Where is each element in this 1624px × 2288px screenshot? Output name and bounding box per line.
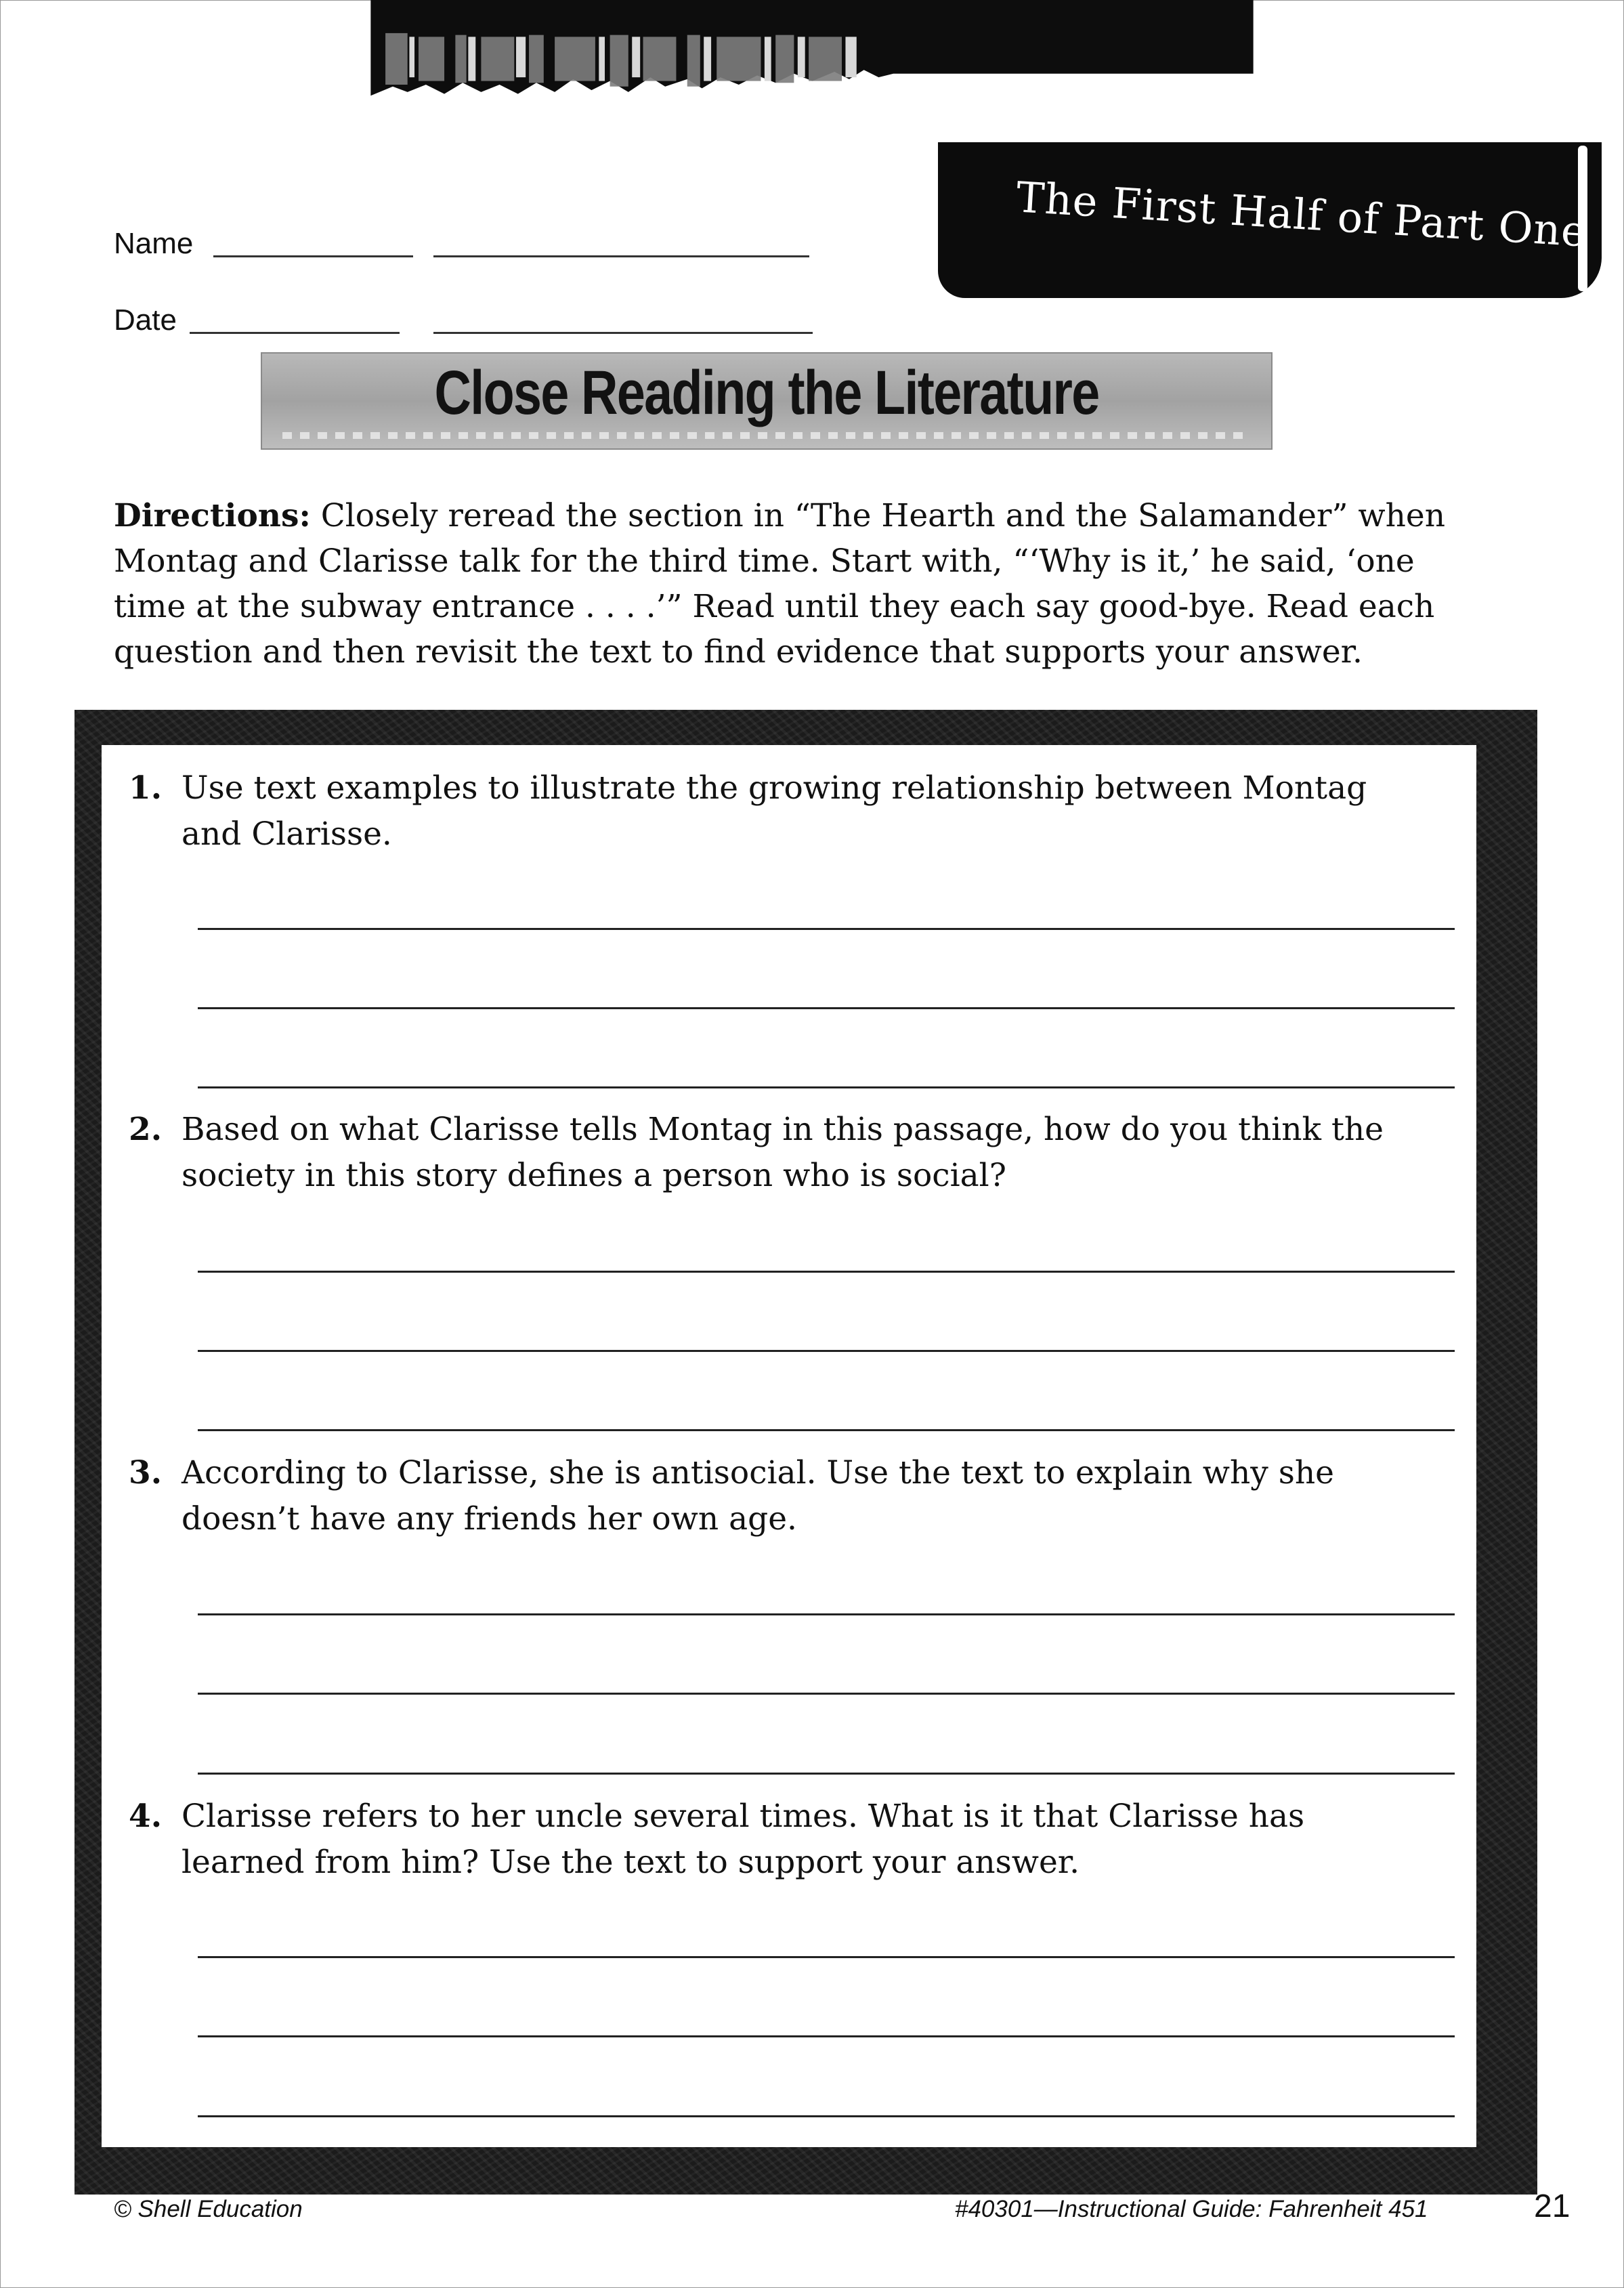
date-line-first[interactable] xyxy=(190,332,400,334)
answer-line[interactable] xyxy=(198,1773,1455,1775)
answer-line[interactable] xyxy=(198,928,1455,930)
heading-banner xyxy=(261,352,1273,450)
answer-line[interactable] xyxy=(198,1693,1455,1695)
question-4 xyxy=(129,1794,1429,1886)
date-label: Date xyxy=(114,303,177,337)
answer-line[interactable] xyxy=(198,1613,1455,1615)
directions-text: Closely reread the section in “The Hearth and the Salamander” when Montag and Clarisse talk for the third time. Start with, “‘Why is it,’ he said, ‘one time at the subway entrance . . . .’” Read until they each say good-bye. Read each question and then revisit the text to find evidence that supports your answer. xyxy=(114,497,1445,671)
name-line-last[interactable] xyxy=(433,255,809,257)
question-2 xyxy=(129,1107,1429,1199)
question-text: Based on what Clarisse tells Montag in this passage, how do you think the society in this story defines a person who is social? xyxy=(181,1111,1384,1194)
question-1 xyxy=(129,765,1429,857)
answer-line[interactable] xyxy=(198,1271,1455,1273)
section-title: The First Half of Part One xyxy=(1014,172,1589,257)
question-text: Clarisse refers to her uncle several times. What is it that Clarisse has learned from him? Use the text to support your answer. xyxy=(181,1798,1305,1881)
answer-line[interactable] xyxy=(198,1429,1455,1431)
publisher-credit: © Shell Education xyxy=(114,2196,303,2222)
question-panel xyxy=(102,745,1476,2147)
directions-paragraph xyxy=(114,493,1468,675)
name-line-first[interactable] xyxy=(213,255,413,257)
question-number: 3. xyxy=(129,1454,163,1491)
answer-line[interactable] xyxy=(198,1086,1455,1088)
answer-line[interactable] xyxy=(198,1956,1455,1958)
answer-line[interactable] xyxy=(198,2115,1455,2117)
date-line-second[interactable] xyxy=(433,332,813,334)
answer-line[interactable] xyxy=(198,2035,1455,2037)
name-label: Name xyxy=(114,227,194,260)
answer-line[interactable] xyxy=(198,1350,1455,1352)
question-number: 4. xyxy=(129,1798,163,1835)
answer-line[interactable] xyxy=(198,1007,1455,1009)
page-number: 21 xyxy=(1534,2188,1570,2224)
question-text: According to Clarisse, she is antisocial. Use the text to explain why she doesn’t have any friends her own age. xyxy=(181,1454,1334,1538)
page-title: Close Reading the Literature xyxy=(434,358,1099,427)
directions-label: Directions: xyxy=(114,497,311,534)
question-number: 2. xyxy=(129,1111,163,1148)
guide-reference: #40301—Instructional Guide: Fahrenheit 451 xyxy=(955,2196,1428,2222)
question-number: 1. xyxy=(129,769,163,807)
question-text: Use text examples to illustrate the growing relationship between Montag and Clarisse. xyxy=(181,769,1367,853)
question-3 xyxy=(129,1450,1429,1542)
